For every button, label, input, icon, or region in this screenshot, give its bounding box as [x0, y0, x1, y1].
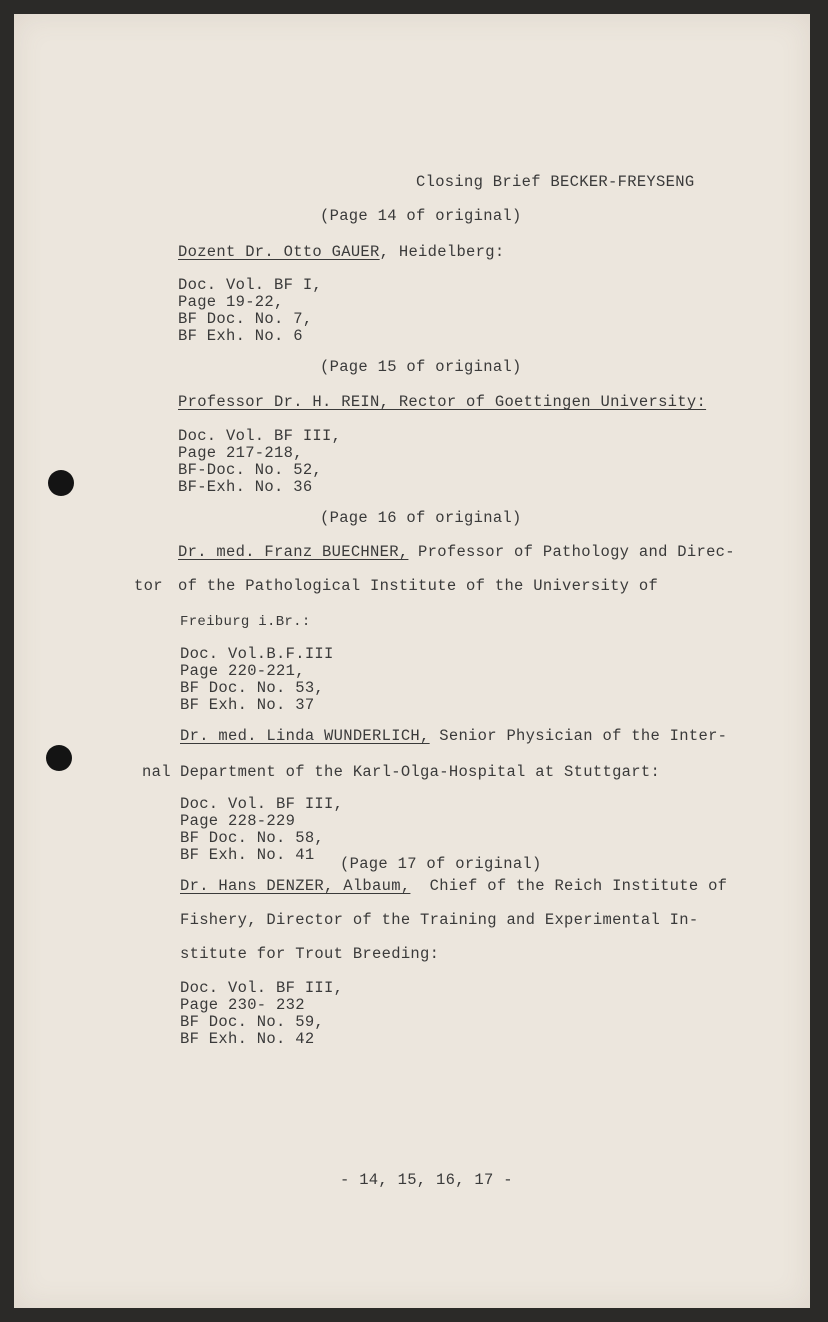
reference-block [180, 980, 343, 1048]
witness-heading: Professor Dr. H. REIN, Rector of Goettingen University: [178, 393, 707, 411]
ref-line: Page 217-218, [178, 444, 303, 462]
ref-line: Doc. Vol. BF III, [180, 979, 344, 997]
page-marker: (Page 15 of original) [320, 358, 522, 376]
witness-heading [178, 244, 504, 261]
ref-line: Doc. Vol. BF III, [178, 427, 342, 445]
punch-hole [48, 470, 74, 496]
document-header: Closing Brief BECKER-FREYSENG [416, 173, 695, 191]
witness-heading-cont: Freiburg i.Br.: [180, 614, 311, 630]
witness-title: Professor of Pathology and Direc- [408, 543, 735, 561]
witness-heading [178, 544, 735, 561]
page-marker: (Page 14 of original) [320, 207, 522, 225]
ref-line: BF Exh. No. 42 [180, 1030, 315, 1048]
reference-block [178, 277, 322, 345]
ref-line: BF Doc. No. 53, [180, 679, 325, 697]
margin-prefix: nal [142, 763, 171, 781]
margin-prefix: tor [134, 577, 163, 595]
page-footer: - 14, 15, 16, 17 - [340, 1171, 513, 1189]
witness-heading-cont: Department of the Karl-Olga-Hospital at Stuttgart: [180, 763, 661, 781]
reference-block [180, 646, 334, 714]
document-page [14, 14, 810, 1308]
witness-location: , Heidelberg: [379, 243, 505, 261]
ref-line: Page 228-229 [180, 812, 296, 830]
witness-name: Dr. med. Franz BUECHNER, [178, 543, 409, 561]
witness-name: Dr. Hans DENZER, Albaum, [180, 877, 411, 895]
witness-title: Chief of the Reich Institute of [410, 877, 728, 895]
reference-block [178, 428, 341, 496]
ref-line: BF Exh. No. 6 [178, 327, 303, 345]
ref-line: Doc. Vol.B.F.III [180, 645, 334, 663]
ref-line: BF Doc. No. 7, [178, 310, 313, 328]
witness-heading [180, 728, 727, 745]
punch-hole [46, 745, 72, 771]
ref-line: Page 19-22, [178, 293, 284, 311]
witness-heading-cont: Fishery, Director of the Training and Experimental In- [180, 911, 699, 929]
ref-line: BF Exh. No. 41 [180, 846, 315, 864]
ref-line: Page 220-221, [180, 662, 305, 680]
ref-line: BF Doc. No. 59, [180, 1013, 325, 1031]
witness-heading-cont: stitute for Trout Breeding: [180, 945, 440, 963]
ref-line: BF Exh. No. 37 [180, 696, 315, 714]
ref-line: Doc. Vol. BF I, [178, 276, 323, 294]
witness-heading [180, 878, 727, 895]
reference-block [180, 796, 343, 864]
ref-line: BF-Doc. No. 52, [178, 461, 323, 479]
ref-line: BF Doc. No. 58, [180, 829, 325, 847]
witness-title: Senior Physician of the Inter- [429, 727, 728, 745]
page-marker: (Page 16 of original) [320, 509, 522, 527]
ref-line: Doc. Vol. BF III, [180, 795, 344, 813]
page-marker: (Page 17 of original) [340, 855, 542, 873]
witness-name: Dr. med. Linda WUNDERLICH, [180, 727, 430, 745]
ref-line: BF-Exh. No. 36 [178, 478, 313, 496]
witness-heading-cont: of the Pathological Institute of the University of [178, 577, 659, 595]
ref-line: Page 230- 232 [180, 996, 305, 1014]
witness-name: Dozent Dr. Otto GAUER [178, 243, 380, 261]
